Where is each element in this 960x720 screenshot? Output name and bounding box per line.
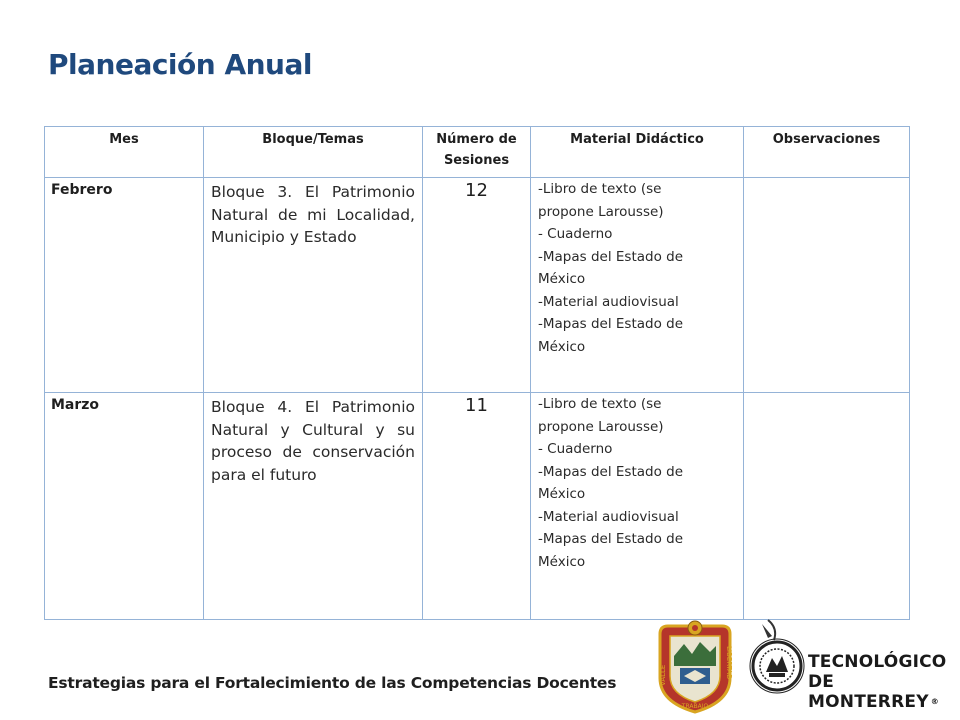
- material-item: -Mapas del Estado de: [538, 531, 683, 547]
- tec-seal-icon: [748, 618, 806, 700]
- table-row: [45, 393, 910, 620]
- cell-mes: Febrero: [45, 178, 204, 393]
- header-observaciones: Observaciones: [744, 127, 910, 178]
- material-item: -Mapas del Estado de: [538, 316, 683, 332]
- tec-wordmark-line2-text: DE MONTERREY: [808, 672, 929, 712]
- cell-observaciones: [744, 178, 910, 393]
- material-item: - Cuaderno: [538, 441, 613, 457]
- material-item: - Cuaderno: [538, 226, 613, 242]
- material-item: -Libro de texto (se: [538, 181, 662, 197]
- material-item: propone Larousse): [538, 418, 664, 435]
- material-item: -Mapas del Estado de: [538, 463, 683, 480]
- cell-observaciones: [744, 393, 910, 620]
- material-item: México: [538, 271, 586, 287]
- tec-wordmark: [808, 652, 960, 712]
- material-item: propone Larousse): [538, 203, 664, 220]
- material-item: México: [538, 486, 586, 502]
- edomex-text-left: VALLE: [659, 664, 667, 686]
- edomex-text-bottom: TRABAJO: [681, 703, 709, 710]
- edomex-coat-of-arms-icon: [650, 616, 740, 716]
- table-header-row: [45, 127, 910, 178]
- cell-bloque: Bloque 4. El Patrimonio Natural y Cultural y su proceso de conservación para el futuro: [204, 393, 423, 620]
- cell-bloque: Bloque 3. El Patrimonio Natural de mi Localidad, Municipio y Estado: [204, 178, 423, 393]
- edomex-text-right: LIBERTAD: [725, 646, 733, 680]
- header-bloque: Bloque/Temas: [204, 127, 423, 178]
- page-title: Planeación Anual: [48, 48, 312, 81]
- registered-mark: ®: [930, 697, 939, 706]
- table-row: [45, 178, 910, 393]
- material-item: -Mapas del Estado de: [538, 248, 683, 265]
- tec-wordmark-line1: TECNOLÓGICO: [808, 652, 947, 672]
- cell-sesiones: 12: [423, 178, 531, 393]
- material-item: México: [538, 338, 586, 355]
- tec-wordmark-line2: [808, 672, 960, 712]
- material-item: México: [538, 553, 586, 570]
- cell-material: [531, 178, 744, 393]
- planning-table: [44, 126, 910, 620]
- cell-sesiones: 11: [423, 393, 531, 620]
- material-item: -Material audiovisual: [538, 508, 679, 525]
- header-sesiones: Número de Sesiones: [423, 127, 531, 178]
- cell-mes: Marzo: [45, 393, 204, 620]
- header-mes: Mes: [45, 127, 204, 178]
- footer-caption: Estrategias para el Fortalecimiento de las Competencias Docentes: [48, 674, 617, 692]
- header-material: Material Didáctico: [531, 127, 744, 178]
- cell-material: [531, 393, 744, 620]
- material-item: -Libro de texto (se: [538, 396, 662, 412]
- material-item: -Material audiovisual: [538, 293, 679, 310]
